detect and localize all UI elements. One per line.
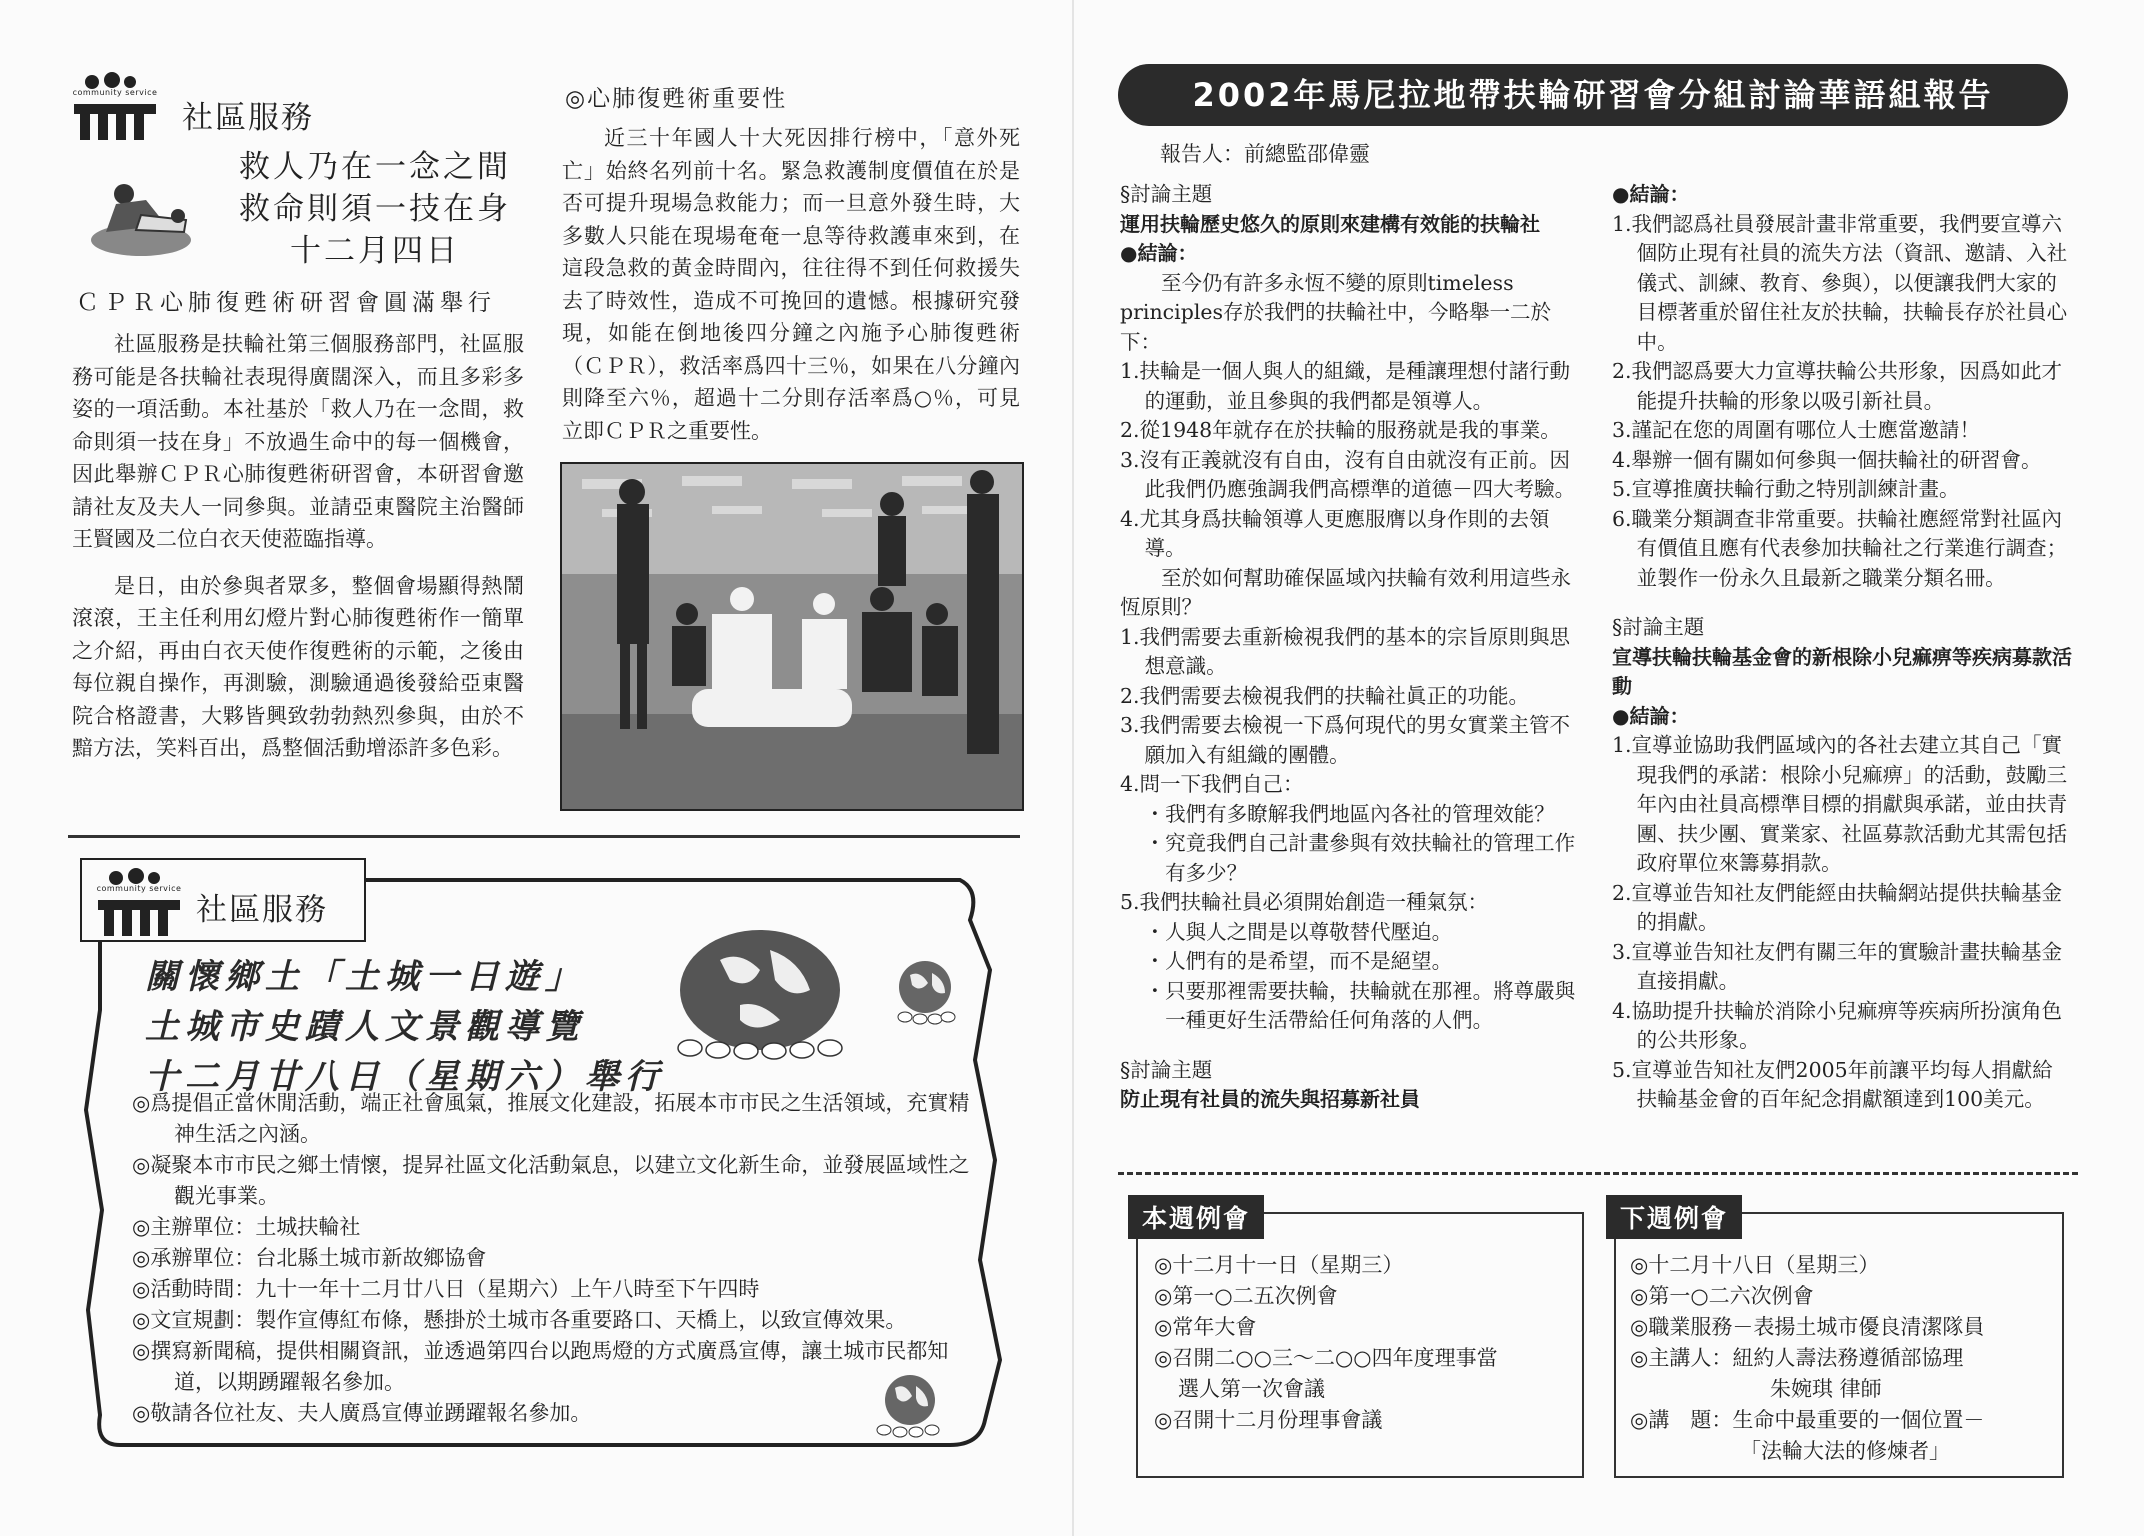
people-logo-icon bbox=[70, 72, 160, 142]
meeting-line: 「法輪大法的修煉者」 bbox=[1740, 1439, 1950, 1463]
list-item: 3.我們需要去檢視一下爲何現代的男女實業主管不願加入有組織的團體。 bbox=[1120, 713, 1571, 767]
list-item: 4.問一下我們自己： bbox=[1120, 772, 1304, 796]
small-globe-icon bbox=[890, 955, 960, 1025]
event-title-line: 十二月廿八日（星期六）舉行 bbox=[145, 1057, 665, 1097]
list-item: 5.宣導推廣扶輪行動之特別訓練計畫。 bbox=[1612, 477, 1960, 501]
topic-tag: §討論主題 bbox=[1612, 615, 1705, 639]
list-item: 1.我們需要去重新檢視我們的基本的宗旨原則與思想意識。 bbox=[1120, 624, 1571, 678]
event-bullet: ◎凝聚本市市民之鄉土情懷，提昇社區文化活動氣息，以建立文化新生命，並發展區域性之觀光事業。 bbox=[132, 1153, 970, 1208]
page-fold bbox=[1072, 0, 1074, 1536]
meeting-line: ◎常年大會 bbox=[1154, 1315, 1257, 1339]
importance-title: ◎心肺復甦術重要性 bbox=[565, 86, 788, 112]
list-item: 3.謹記在您的周圍有哪位人士應當邀請！ bbox=[1612, 418, 1981, 442]
reporter: 報告人：前總監邵偉靈 bbox=[1160, 142, 1370, 166]
meeting-line: ◎第一○二五次例會 bbox=[1154, 1284, 1338, 1308]
list-item: 2.我們需要去檢視我們的扶輪社眞正的功能。 bbox=[1120, 683, 1530, 708]
next-week-meeting-box bbox=[1614, 1212, 2064, 1478]
meeting-line: ◎職業服務－表揚土城市優良清潔隊員 bbox=[1630, 1315, 1985, 1339]
sub-item: ・人們有的是希望，而不是絕望。 bbox=[1144, 949, 1453, 973]
list-item: 1.我們認爲社員發展計畫非常重要，我們要宣導六個防止現有社員的流失方法（資訊、邀請、入社儀式、訓練、教育、參與），以便讓我們大家的目標著重於留住社友於扶輪，扶輪長存於社員心中。 bbox=[1612, 211, 2068, 354]
report-banner: 2002年馬尼拉地帶扶輪研習會分組討論華語組報告 bbox=[1118, 64, 2068, 126]
event-bullet: ◎承辦單位：台北縣土城市新故鄉協會 bbox=[132, 1246, 487, 1270]
topic-title: 防止現有社員的流失與招募新社員 bbox=[1120, 1087, 1420, 1111]
photo-image bbox=[562, 464, 1022, 809]
section-divider bbox=[1118, 1172, 2078, 1175]
list-item: 2.宣導並告知社友們能經由扶輪網站提供扶輪基金的捐獻。 bbox=[1612, 880, 2063, 934]
this-week-meeting-box bbox=[1136, 1212, 1584, 1478]
paragraph: 社區服務是扶輪社第三個服務部門，社區服務可能是各扶輪社表現得廣闊深入，而且多彩多姿的一項活動。本社基於「救人乃在一念間，救命則須一技在身」不放過生命中的每一個機會，因此舉辦ＣＰＲ心肺復甦術研習會，本研習會邀請社友及夫人一同參與。並請亞東醫院主治醫師王賢國及二位白衣天使蒞臨指導。 bbox=[72, 332, 524, 551]
topic-title: 宣導扶輪扶輪基金會的新根除小兒痲痹等疾病募款活動 bbox=[1612, 644, 2072, 698]
list-item: 5.我們扶輪社員必須開始創造一種氣氛： bbox=[1120, 890, 1489, 914]
meeting-line: 朱婉琪 律師 bbox=[1770, 1377, 1882, 1401]
list-item: 4.舉辦一個有關如何參與一個扶輪社的研習會。 bbox=[1612, 447, 2042, 472]
community-service-logo bbox=[70, 72, 160, 156]
intro-text: 至今仍有許多永恆不變的原則timeless principles存於我們的扶輪社中，今略舉一二於下： bbox=[1120, 270, 1552, 354]
list-item: 5.宣導並告知社友們2005年前讓平均每人捐獻給扶輪基金會的百年紀念捐獻額達到100美元。 bbox=[1612, 1057, 2053, 1111]
list-item: 3.宣導並告知社友們有關三年的實驗計畫扶輪基金直接捐獻。 bbox=[1612, 939, 2063, 993]
cpr-workshop-photo bbox=[560, 462, 1024, 811]
service2-title: 社區服務 bbox=[196, 892, 328, 928]
slogan bbox=[210, 146, 540, 272]
logo-caption: community service bbox=[72, 88, 158, 97]
list-item: 2.從1948年就存在於扶輪的服務就是我的事業。 bbox=[1120, 418, 1561, 442]
meeting-line: ◎講 題：生命中最重要的一個位置－ bbox=[1630, 1408, 1985, 1432]
event-bullet: ◎文宣規劃：製作宣傳紅布條，懸掛於土城市各重要路口、天橋上，以致宣傳效果。 bbox=[132, 1308, 907, 1332]
meeting-line: 選人第一次會議 bbox=[1178, 1377, 1325, 1401]
sub-item: ・我們有多瞭解我們地區內各社的管理效能？ bbox=[1144, 801, 1555, 826]
sub-item: ・人與人之間是以尊敬替代壓迫。 bbox=[1144, 919, 1453, 944]
cpr-article-body bbox=[72, 328, 524, 765]
event-bullet: ◎活動時間：九十一年十二月廿八日（星期六）上午八時至下午四時 bbox=[132, 1277, 760, 1301]
conclusion-label: ●結論： bbox=[1612, 703, 1690, 728]
logo-caption: community service bbox=[96, 884, 182, 893]
meeting-line: ◎十二月十八日（星期三） bbox=[1630, 1253, 1880, 1277]
cpr-article-title: ＣＰＲ心肺復甦術研習會圓滿舉行 bbox=[76, 290, 496, 316]
sub-item: ・只要那裡需要扶輪，扶輪就在那裡。將尊嚴與一種更好生活帶給任何角落的人們。 bbox=[1144, 978, 1576, 1032]
paragraph: 是日，由於參與者眾多，整個會場顯得熱鬧滾滾，王主任利用幻燈片對心肺復甦術作一簡單之介紹，再由白衣天使作復甦術的示範，之後由每位親自操作，再測驗，測驗通過後發給亞東醫院合格證書，大夥皆興致勃勃熱烈參與，由於不黯方法，笑料百出，爲整個活動增添許多色彩。 bbox=[72, 573, 524, 760]
meeting-line: ◎第一○二六次例會 bbox=[1630, 1284, 1814, 1308]
event-bullet: ◎爲提倡正當休閒活動，端正社會風氣，推展文化建設，拓展本市市民之生活領域，充實精神生活之內涵。 bbox=[132, 1091, 970, 1146]
slogan-line: 救人乃在一念之間 bbox=[239, 149, 511, 185]
section-divider bbox=[68, 835, 1020, 838]
list-item: 3.沒有正義就沒有自由，沒有自由就沒有正前。因此我們仍應強調我們高標準的道德－四大考驗。 bbox=[1120, 447, 1576, 501]
slogan-date: 十二月四日 bbox=[290, 233, 460, 269]
event-title-line: 關懷鄉土「土城一日遊」 bbox=[145, 957, 585, 997]
list-item: 4.協助提升扶輪於消除小兒痲痹等疾病所扮演角色的公共形象。 bbox=[1612, 998, 2063, 1052]
topic-tag: §討論主題 bbox=[1120, 1057, 1213, 1082]
meeting-line: ◎召開十二月份理事會議 bbox=[1154, 1408, 1383, 1432]
next-week-meeting-list bbox=[1630, 1250, 1984, 1467]
community-service-logo bbox=[94, 868, 184, 952]
mid-text: 至於如何幫助確保區域內扶輪有效利用這些永恆原則？ bbox=[1120, 565, 1571, 619]
list-item: 6.職業分類調查非常重要。扶輪社應經常對社區內有價值且應有代表參加扶輪社之行業進行調查；並製作一份永久且最新之職業分類名冊。 bbox=[1612, 506, 2068, 590]
list-item: 4.尤其身爲扶輪領導人更應服膺以身作則的去領導。 bbox=[1120, 506, 1550, 560]
cpr-illustration-icon bbox=[86, 170, 196, 265]
importance-body bbox=[562, 122, 1020, 447]
topic-tag: §討論主題 bbox=[1120, 182, 1213, 206]
event-title-line: 土城市史蹟人文景觀導覽 bbox=[145, 1007, 585, 1047]
list-item: 2.我們認爲要大力宣導扶輪公共形象，因爲如此才能提升扶輪的形象以吸引新社員。 bbox=[1612, 359, 2063, 413]
event-bullet: ◎敬請各位社友、夫人廣爲宣傳並踴躍報名參加。 bbox=[132, 1401, 592, 1425]
sub-item: ・究竟我們自己計畫參與有效扶輪社的管理工作有多少？ bbox=[1144, 831, 1576, 885]
event-bullet: ◎主辦單位：土城扶輪社 bbox=[132, 1215, 361, 1239]
next-week-label: 下週例會 bbox=[1606, 1195, 1742, 1239]
report-column-2 bbox=[1612, 180, 2072, 1115]
globe-icon bbox=[660, 920, 860, 1060]
event-bullets bbox=[132, 1088, 982, 1429]
report-column-1 bbox=[1120, 180, 1582, 1115]
people-logo-icon bbox=[94, 868, 184, 938]
paragraph: 近三十年國人十大死因排行榜中，「意外死亡」始終名列前十名。緊急救護制度價值在於是否可提升現場急救能力；而一旦意外發生時，大多數人只能在現場奄奄一息等待救護車來到，在這段急救的黃金時間內，往往得不到任何救援失去了時效性，造成不可挽回的遺憾。根據研究發現，如能在倒地後四分鐘之內施予心肺復甦術（ＣＰＲ），救活率爲四十三％，如果在八分鐘內則降至六％，超過十二分則存活率爲○％，可見立即ＣＰＲ之重要性。 bbox=[562, 126, 1020, 443]
conclusion-label: ●結論： bbox=[1612, 182, 1690, 206]
meeting-line: ◎主講人：紐約人壽法務遵循部協理 bbox=[1630, 1346, 1964, 1370]
topic-title: 運用扶輪歷史悠久的原則來建構有效能的扶輪社 bbox=[1120, 211, 1540, 236]
meeting-line: ◎召開二○○三～二○○四年度理事當 bbox=[1154, 1346, 1498, 1370]
list-item: 1.扶輪是一個人與人的組織，是種讓理想付諸行動的運動，並且參與的我們都是領導人。 bbox=[1120, 359, 1571, 413]
event-bullet: ◎撰寫新聞稿，提供相關資訊，並透過第四台以跑馬燈的方式廣爲宣傳，讓土城市民都知道，以期踴躍報名參加。 bbox=[132, 1339, 949, 1394]
slogan-line: 救命則須一技在身 bbox=[239, 191, 511, 227]
this-week-label: 本週例會 bbox=[1128, 1195, 1264, 1239]
this-week-meeting-list bbox=[1154, 1250, 1498, 1436]
event-title bbox=[145, 952, 665, 1102]
meeting-line: ◎十二月十一日（星期三） bbox=[1154, 1253, 1404, 1277]
conclusion-label: ●結論： bbox=[1120, 241, 1198, 265]
service-title: 社區服務 bbox=[182, 100, 314, 136]
list-item: 1.宣導並協助我們區域內的各社去建立其自己「實現我們的承諾：根除小兒痲痹」的活動，鼓勵三年內由社員高標準目標的捐獻與承諾，並由扶青團、扶少團、實業家、社區募款活動尤其需包括政府單位來籌募捐款。 bbox=[1612, 733, 2068, 875]
